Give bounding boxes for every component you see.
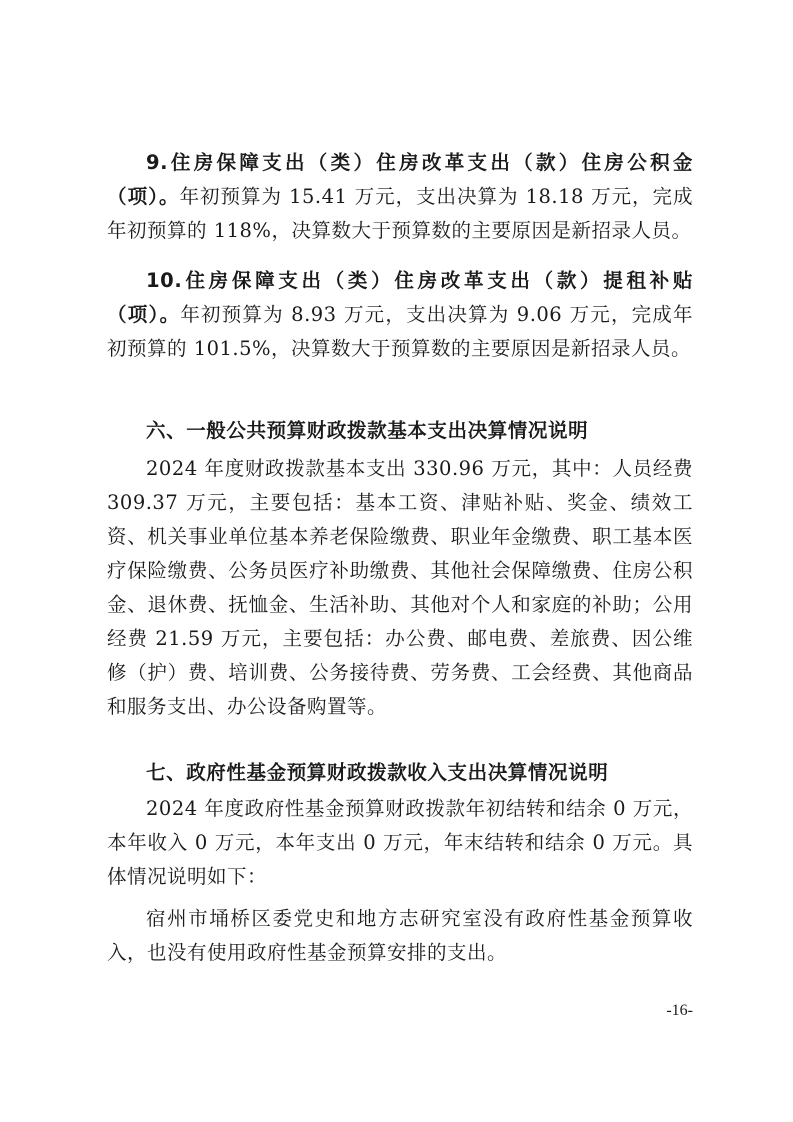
section-6-body: 2024 年度财政拨款基本支出 330.96 万元，其中：人员经费 309.37 万元，主要包括：基本工资、津贴补贴、奖金、绩效工资、机关事业单位基本养老保险缴费、职业年金缴费、职工基本医疗保险缴费、公务员医疗补助缴费、其他社会保障缴费、住房公积金、退休费、抚恤金、生活补助、其他对个人和家庭的补助；公用经费 21.59 万元，主要包括：办公费、邮电费、差旅费、因公维修（护）费、培训费、公务接待费、劳务费、工会经费、其他商品和服务支出、办公设备购置等。	[107, 457, 693, 718]
item-10-body: 年初预算为 8.93 万元，支出决算为 9.06 万元，完成年初预算的 101.5%，决算数大于预算数的主要原因是新招录人员。	[107, 303, 693, 360]
item-9-body: 年初预算为 15.41 万元，支出决算为 18.18 万元，完成年初预算的 118%，决算数大于预算数的主要原因是新招录人员。	[107, 185, 693, 242]
section-7-body-1: 2024 年度政府性基金预算财政拨款年初结转和结余 0 万元，本年收入 0 万元，本年支出 0 万元，年末结转和结余 0 万元。具体情况说明如下：	[107, 797, 693, 888]
item-9-paragraph	[107, 146, 693, 248]
section-7-body-2: 宿州市埇桥区委党史和地方志研究室没有政府性基金预算收入，也没有使用政府性基金预算安排的支出。	[107, 907, 693, 964]
item-10-title: 10.住房保障支出（类）住房改革支出（款）提租补贴（项）。	[107, 269, 693, 326]
section-6-heading: 六、一般公共预算财政拨款基本支出决算情况说明	[146, 419, 589, 442]
item-9-title: 9.住房保障支出（类）住房改革支出（款）住房公积金（项）。	[107, 151, 693, 208]
page-number: -16-	[666, 1002, 693, 1019]
item-10-paragraph	[107, 264, 693, 366]
section-7-heading: 七、政府性基金预算财政拨款收入支出决算情况说明	[146, 761, 609, 784]
